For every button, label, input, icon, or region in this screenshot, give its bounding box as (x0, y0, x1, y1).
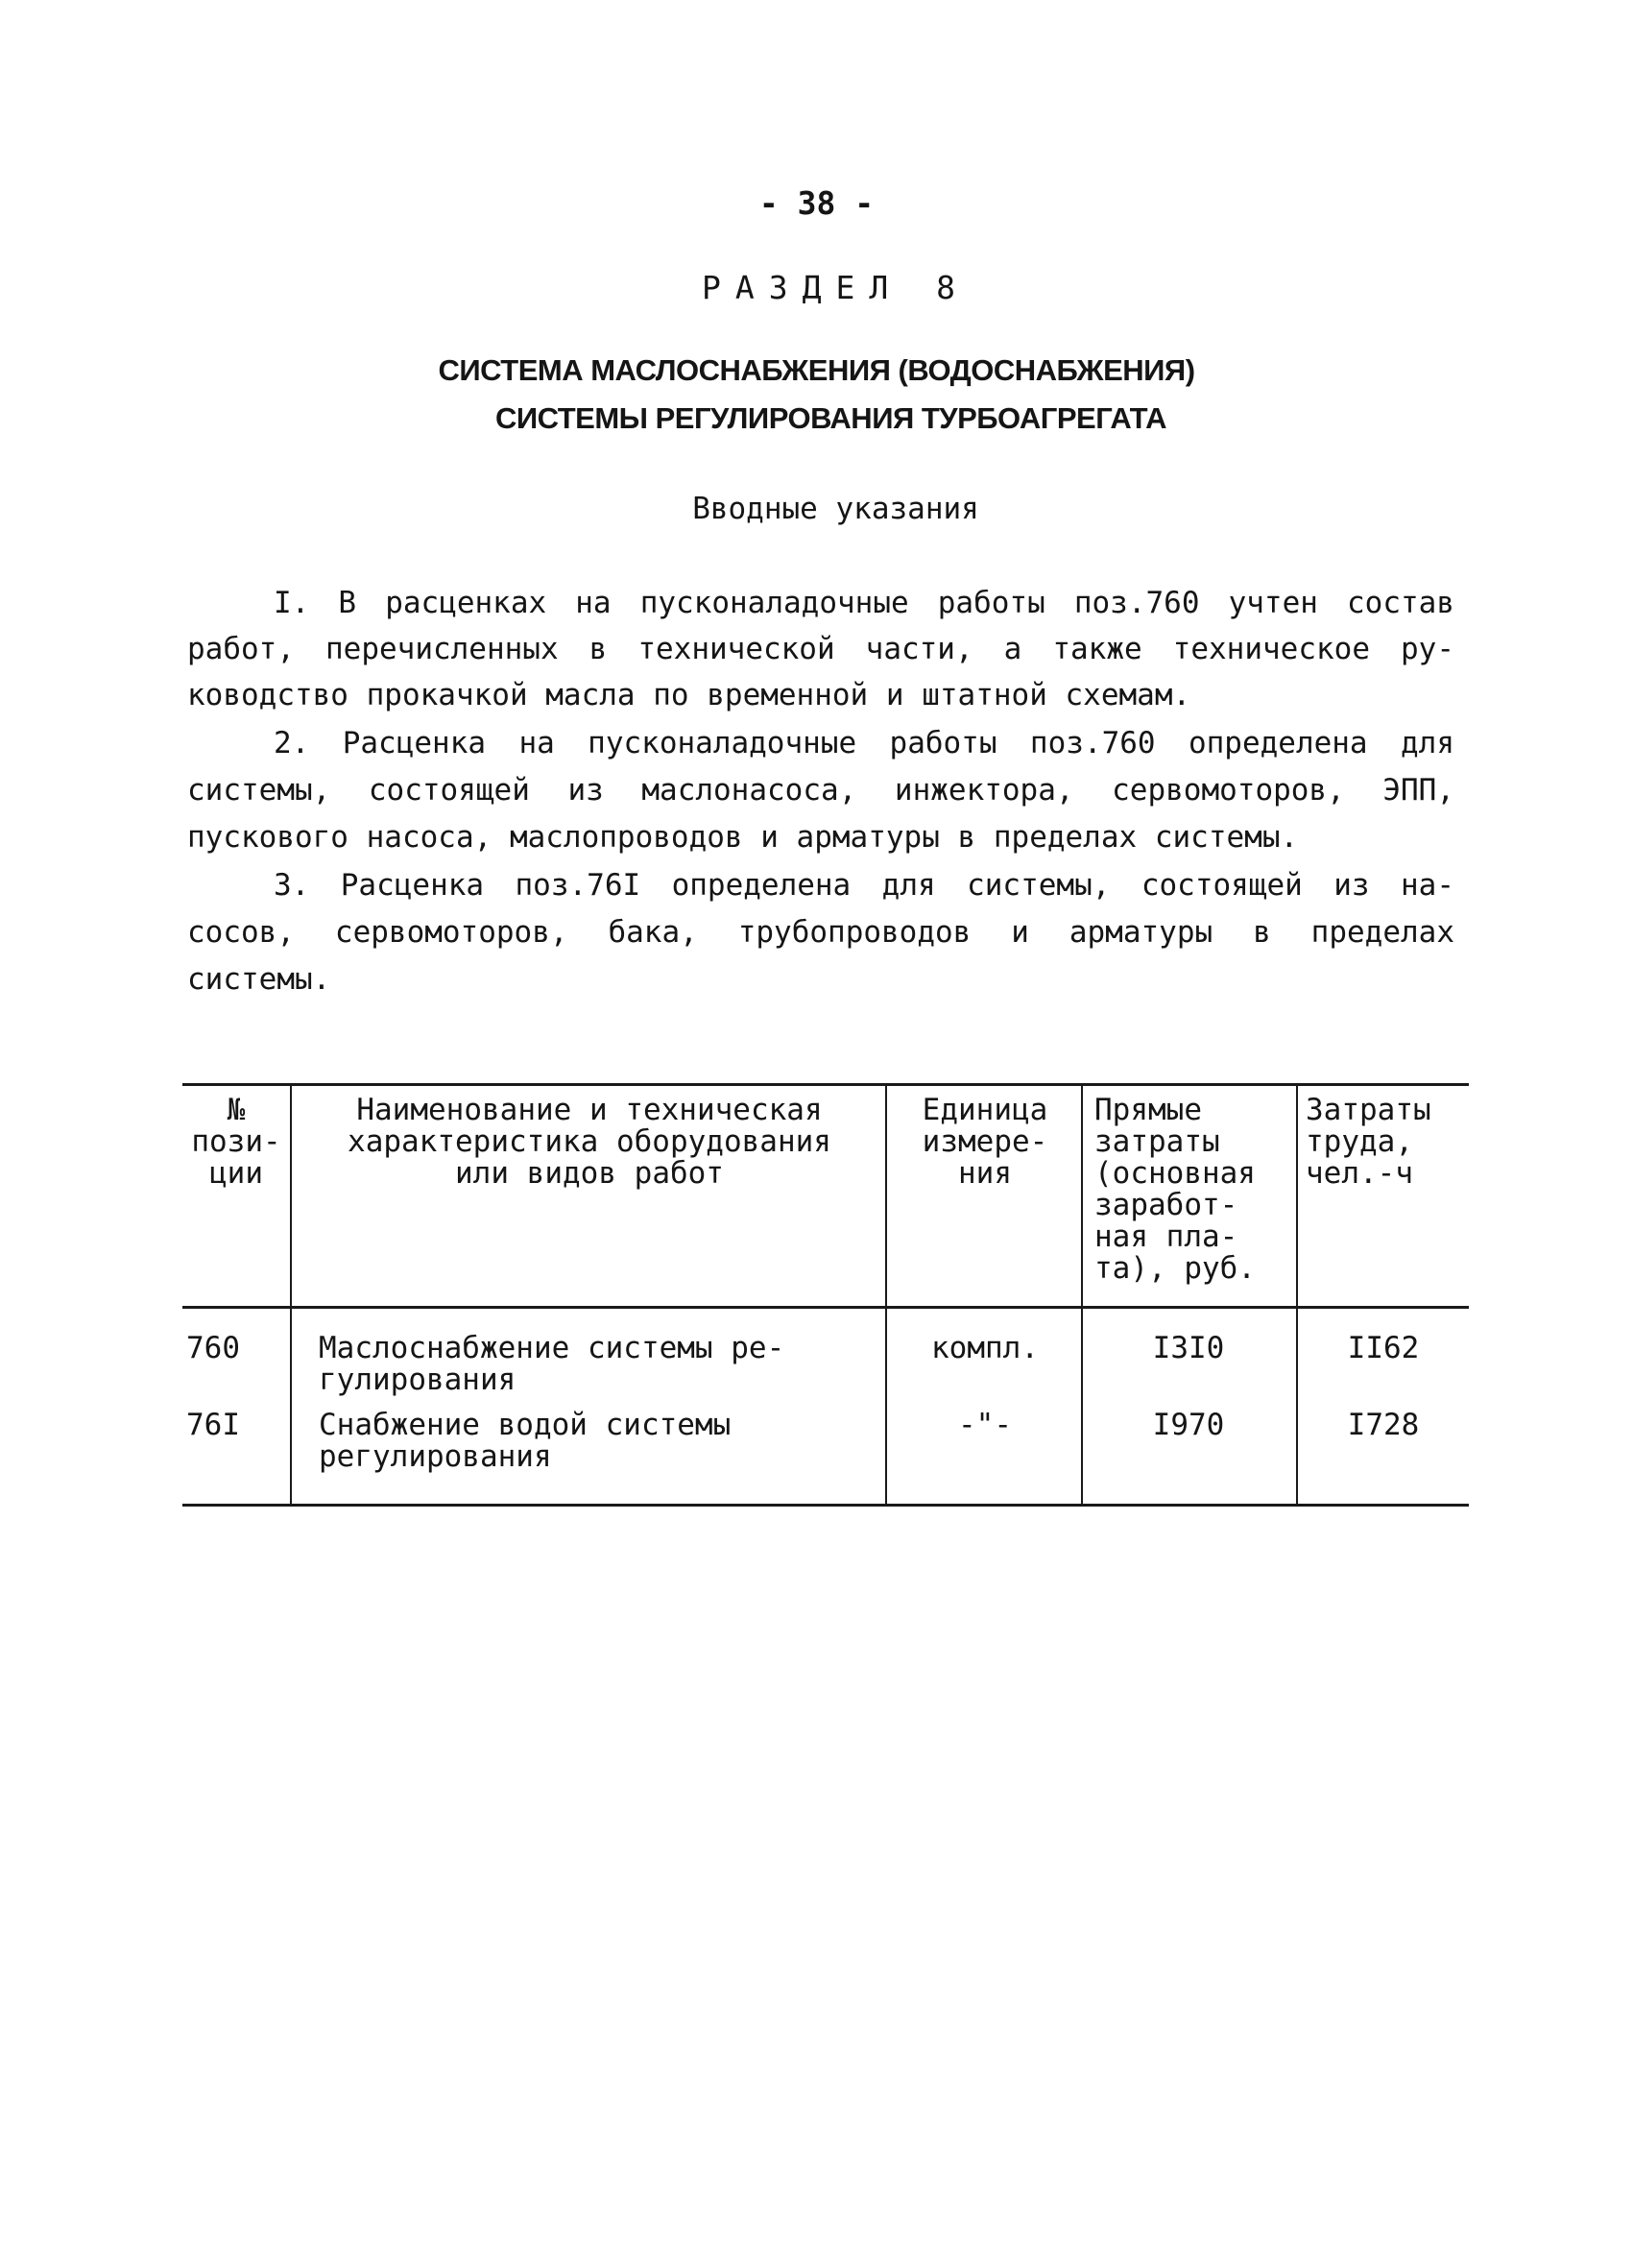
introductory-notes-heading: Вводные указания (692, 492, 979, 526)
page-number: - 38 - (758, 184, 875, 222)
header-labor: Затраты труда, чел.-ч (1306, 1093, 1431, 1191)
row-760-direct-costs: I3I0 (1152, 1331, 1225, 1365)
section-heading-line-2: СИСТЕМЫ РЕГУЛИРОВАНИЯ ТУРБОАГРЕГАТА (494, 401, 1167, 435)
row-760-unit: компл. (931, 1331, 1039, 1365)
paragraph-2-line-3: пускового насоса, маслопроводов и арматуры в пределах системы. (187, 820, 1299, 855)
table-column-divider (885, 1083, 887, 1507)
row-761-name: Снабжение водой системы регулирования (319, 1408, 732, 1474)
header-position: № пози- ции (191, 1093, 281, 1191)
table-column-divider (290, 1083, 292, 1507)
row-760-position: 760 (186, 1331, 240, 1365)
paragraph-2-line-2: системы, состоящей из маслонасоса, инжектора, сервомоторов, ЭПП, (187, 773, 1454, 808)
header-unit: Единица измере- ния (922, 1093, 1048, 1191)
header-name: Наименование и техническая характеристика оборудования или видов работ (348, 1093, 831, 1191)
table-bottom-rule (182, 1504, 1469, 1507)
paragraph-1-line-1: I. В расценках на пусконаладочные работы поз.760 учтен состав (274, 586, 1454, 620)
paragraph-3-line-1: 3. Расценка поз.76I определена для системы, состоящей из на- (274, 868, 1454, 903)
section-title: РАЗДЕЛ 8 (702, 269, 970, 306)
paragraph-3-line-3: системы. (187, 962, 331, 997)
row-760-labor: II62 (1347, 1331, 1420, 1365)
row-761-direct-costs: I970 (1152, 1408, 1225, 1442)
table-header-rule (182, 1306, 1469, 1309)
table-column-divider (1081, 1083, 1083, 1507)
table-column-divider (1296, 1083, 1298, 1507)
row-760-name: Маслоснабжение системы ре- гулирования (319, 1331, 785, 1397)
table-top-rule (182, 1083, 1469, 1086)
row-761-labor: I728 (1347, 1408, 1420, 1442)
paragraph-3-line-2: сосов, сервомоторов, бака, трубопроводов и арматуры в пределах (187, 915, 1454, 950)
paragraph-1-line-3: ководство прокачкой масла по временной и штатной схемам. (187, 678, 1191, 712)
paragraph-1-line-2: работ, перечисленных в технической части, а также техническое ру- (187, 632, 1454, 666)
section-heading-line-1: СИСТЕМА МАСЛОСНАБЖЕНИЯ (ВОДОСНАБЖЕНИЯ) (438, 353, 1195, 387)
paragraph-2-line-1: 2. Расценка на пусконаладочные работы поз.760 определена для (274, 726, 1454, 760)
row-761-unit: -"- (958, 1408, 1012, 1442)
row-761-position: 76I (186, 1408, 240, 1442)
header-direct-costs: Прямые затраты (основная заработ- ная пла- та), руб. (1094, 1093, 1256, 1286)
